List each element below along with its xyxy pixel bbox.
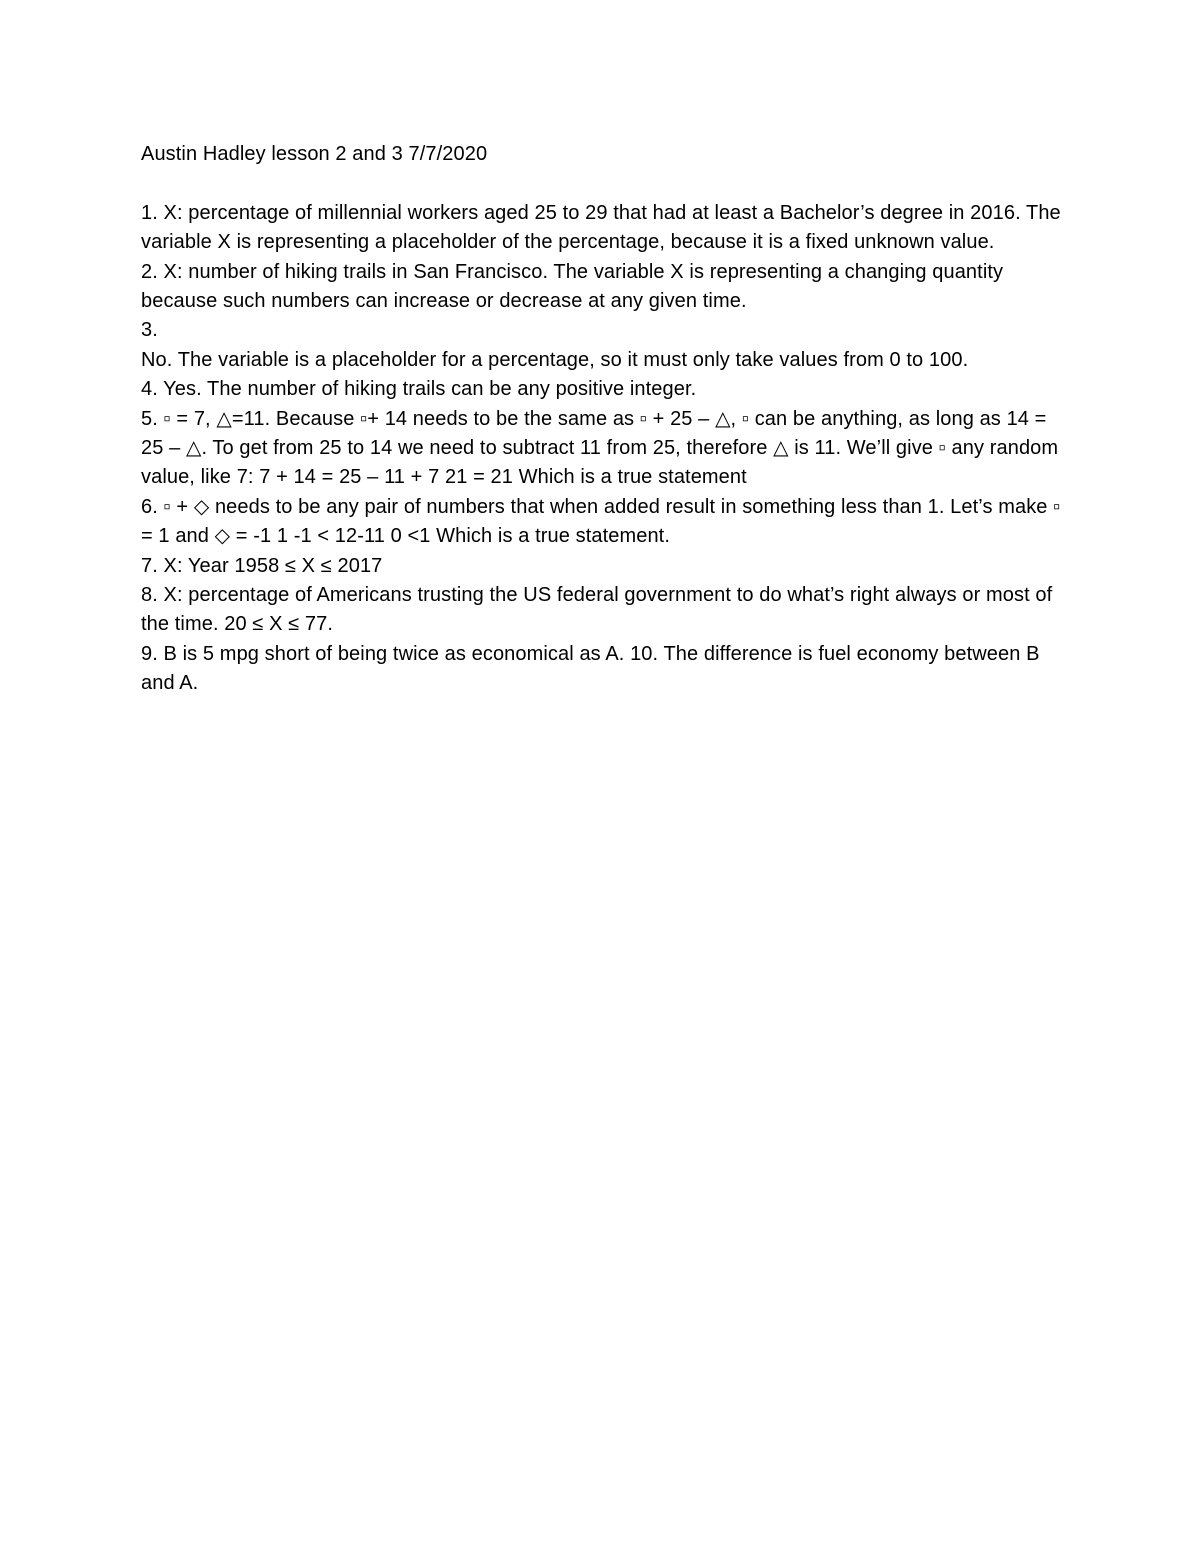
answer-9-10: 9. B is 5 mpg short of being twice as economical as A. 10. The difference is fuel economy between B and A. — [141, 642, 1040, 695]
answer-4: 4. Yes. The number of hiking trails can be any positive integer. — [141, 378, 697, 401]
answer-3-number: 3. — [141, 319, 158, 342]
answer-3: No. The variable is a placeholder for a percentage, so it must only take values from 0 to 100. — [141, 348, 969, 371]
blank-line — [141, 169, 1061, 198]
answer-7: 7. X: Year 1958 ≤ X ≤ 2017 — [141, 554, 383, 577]
document-body — [141, 140, 1061, 699]
answer-2: 2. X: number of hiking trails in San Francisco. The variable X is representing a changing quantity because such numbers can increase or decrease at any given time. — [141, 260, 1004, 313]
answer-6: 6. ▫ + ◇ needs to be any pair of numbers that when added result in something less than 1. Let’s make ▫ = 1 and ◇ = -1 1 -1 < 12-11 0 <1 Which is a true statement. — [141, 495, 1061, 548]
answer-1: 1. X: percentage of millennial workers aged 25 to 29 that had at least a Bachelor’s degree in 2016. The variable X is representing a placeholder of the percentage, because it is a fixed unknown value. — [141, 201, 1061, 254]
answer-5: 5. ▫ = 7, △=11. Because ▫+ 14 needs to be the same as ▫ + 25 – △, ▫ can be anything, as long as 14 = 25 – △. To get from 25 to 14 we need to subtract 11 from 25, therefore △ is 11. We’ll give ▫ any random value, like 7: 7 + 14 = 25 – 11 + 7 21 = 21 Which is a true statement — [141, 407, 1059, 489]
document-title: Austin Hadley lesson 2 and 3 7/7/2020 — [141, 143, 488, 165]
answer-8: 8. X: percentage of Americans trusting the US federal government to do what’s right always or most of the time. 20 ≤ X ≤ 77. — [141, 584, 1053, 636]
